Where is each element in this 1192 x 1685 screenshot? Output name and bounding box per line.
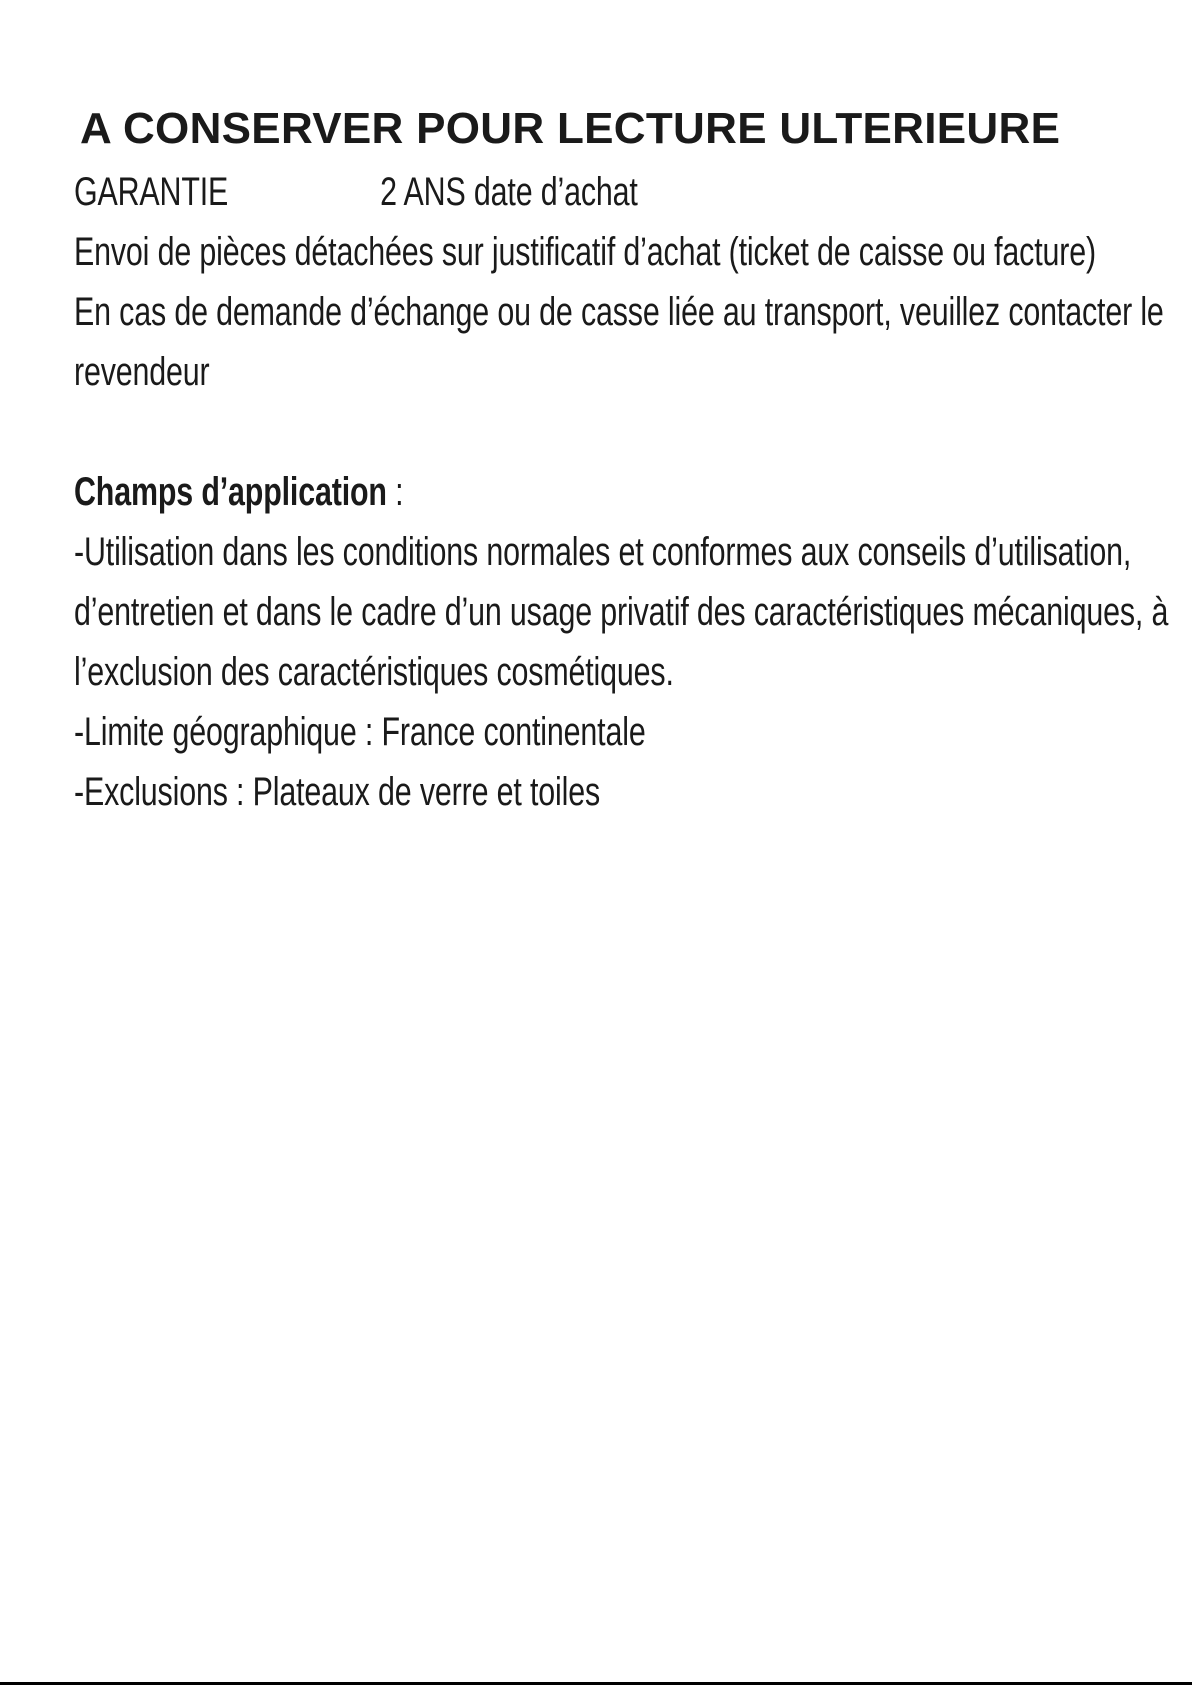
scope-title: Champs d’application	[74, 470, 387, 514]
scope-line-exclusion-cosmetic: l’exclusion des caractéristiques cosmétiques.	[74, 650, 674, 694]
spare-parts-line: Envoi de pièces détachées sur justificatif d’achat (ticket de caisse ou facture)	[74, 230, 1096, 274]
warranty-label: GARANTIE	[74, 170, 229, 214]
scope-line-exclusions: -Exclusions : Plateaux de verre et toiles	[74, 770, 601, 814]
exchange-line: En cas de demande d’échange ou de casse liée au transport, veuillez contacter le	[74, 290, 1164, 334]
scope-line-usage: -Utilisation dans les conditions normales et conformes aux conseils d’utilisation,	[74, 530, 1132, 574]
warranty-row	[74, 164, 638, 220]
page-heading: A CONSERVER POUR LECTURE ULTERIEURE	[80, 104, 1061, 153]
scope-title-row	[74, 464, 403, 520]
scope-line-geographic-limit: -Limite géographique : France continentale	[74, 710, 646, 754]
exchange-line-continued: revendeur	[74, 350, 210, 394]
warranty-value: 2 ANS date d’achat	[380, 170, 638, 214]
scope-title-suffix: :	[386, 470, 404, 514]
scope-line-maintenance: d’entretien et dans le cadre d’un usage privatif des caractéristiques mécaniques, à	[74, 590, 1169, 634]
